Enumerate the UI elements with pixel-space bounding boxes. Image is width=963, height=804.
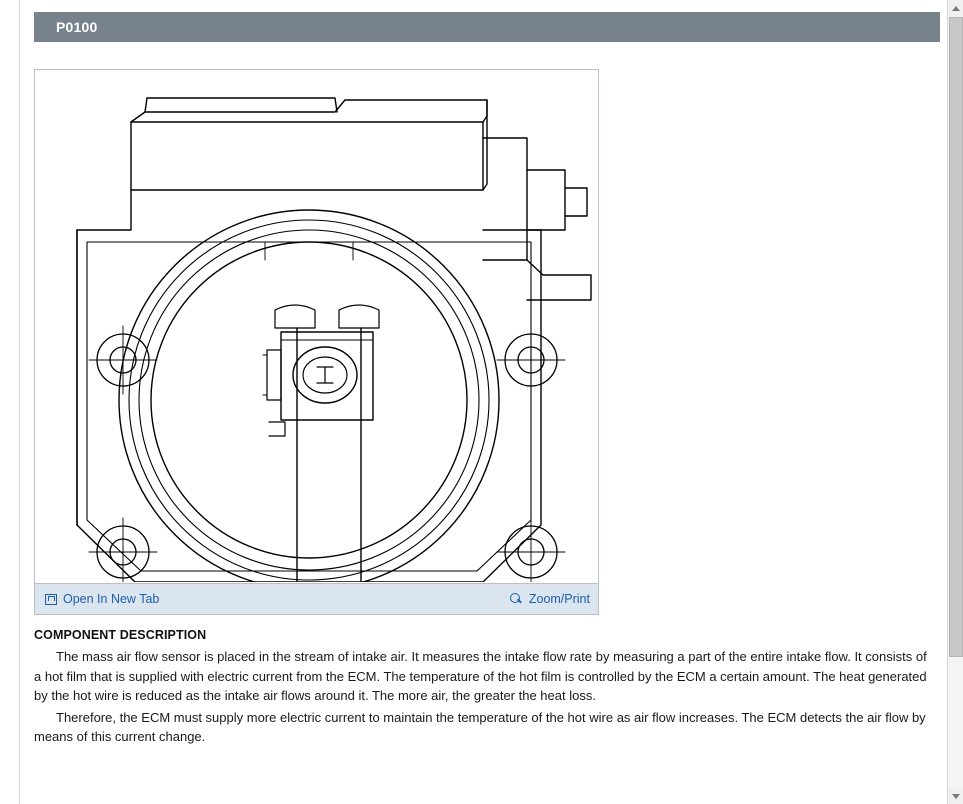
component-description-section xyxy=(34,628,934,749)
section-heading: COMPONENT DESCRIPTION xyxy=(34,628,207,642)
open-in-new-tab-label: Open In New Tab xyxy=(63,592,160,606)
mass-air-flow-sensor-diagram xyxy=(35,70,598,582)
magnifier-icon xyxy=(510,593,523,606)
zoom-print-label: Zoom/Print xyxy=(528,592,590,606)
dtc-code-label: P0100 xyxy=(56,19,98,35)
scroll-down-button[interactable] xyxy=(948,788,963,804)
figure-toolbar xyxy=(35,583,598,614)
open-in-new-tab-button[interactable] xyxy=(45,592,159,606)
dtc-code-header xyxy=(34,12,940,42)
scrollbar-thumb[interactable] xyxy=(949,17,963,657)
figure-panel xyxy=(34,69,599,615)
description-paragraph-1: The mass air flow sensor is placed in the stream of intake air. It measures the intake flow rate by measuring a part of the entire intake flow. It consists of a hot film that is supplied with electric current from the ECM. The temperature of the hot film is controlled by the ECM a certain amount. The heat generated by the hot wire is reduced as the intake air flows around it. The more air, the greater the heat loss. xyxy=(34,649,927,703)
scroll-up-button[interactable] xyxy=(948,0,963,16)
zoom-print-button[interactable] xyxy=(510,592,590,606)
open-in-new-tab-icon xyxy=(45,594,57,605)
document-content xyxy=(21,0,946,804)
vertical-scrollbar[interactable] xyxy=(947,0,963,804)
left-margin-strip xyxy=(0,0,20,804)
scroll-down-arrow-icon xyxy=(952,794,960,799)
description-paragraph-2: Therefore, the ECM must supply more electric current to maintain the temperature of the hot wire as air flow increases. The ECM detects the air flow by means of this current change. xyxy=(34,709,926,744)
scroll-up-arrow-icon xyxy=(952,6,960,11)
